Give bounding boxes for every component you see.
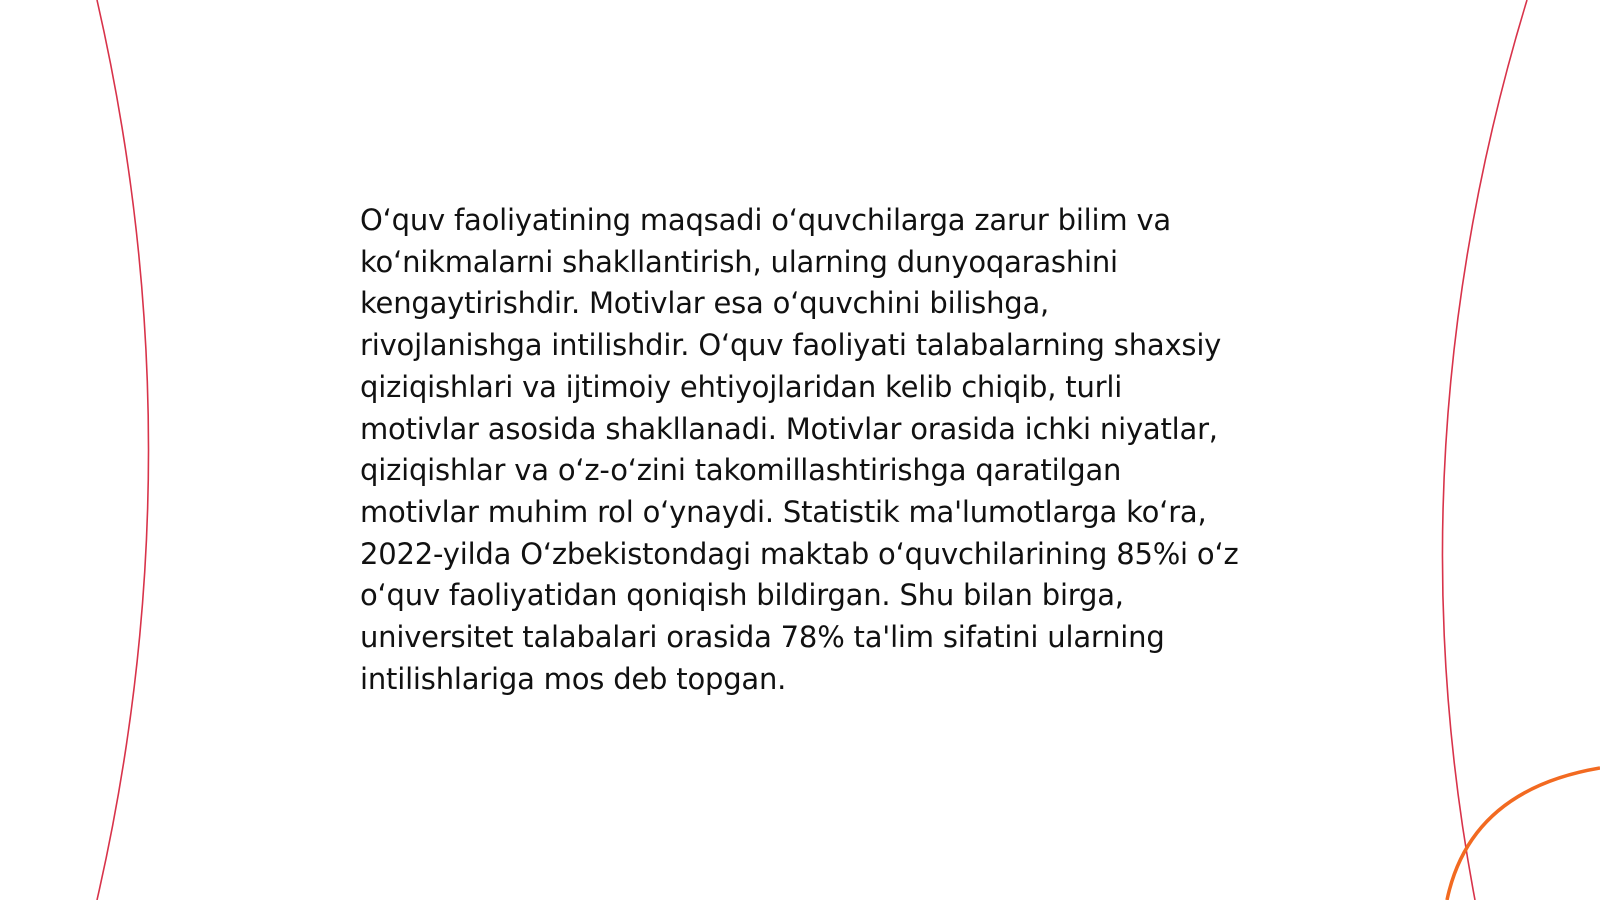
right-arc-line bbox=[1442, 0, 1527, 900]
orange-corner-arc bbox=[1447, 768, 1600, 900]
left-arc-line bbox=[97, 0, 149, 900]
body-paragraph: O‘quv faoliyatining maqsadi o‘quvchilarga zarur bilim va ko‘nikmalarni shakllantirish, ularning dunyoqarashini kengaytirishdir. Motivlar esa o‘quvchini bilishga, rivojlanishga intilishdir. O‘quv faoliyati talabalarning shaxsiy qiziqishlari va ijtimoiy ehtiyojlaridan kelib chiqib, turli motivlar asosida shakllanadi. Motivlar orasida ichki niyatlar, qiziqishlar va o‘z-o‘zini takomillashtirishga qaratilgan motivlar muhim rol o‘ynaydi. Statistik ma'lumotlarga ko‘ra, 2022-yilda O‘zbekistondagi maktab o‘quvchilarining 85%i o‘z o‘quv faoliyatidan qoniqish bildirgan. Shu bilan birga, universitet talabalari orasida 78% ta'lim sifatini ularning intilishlariga mos deb topgan. bbox=[360, 203, 1239, 696]
